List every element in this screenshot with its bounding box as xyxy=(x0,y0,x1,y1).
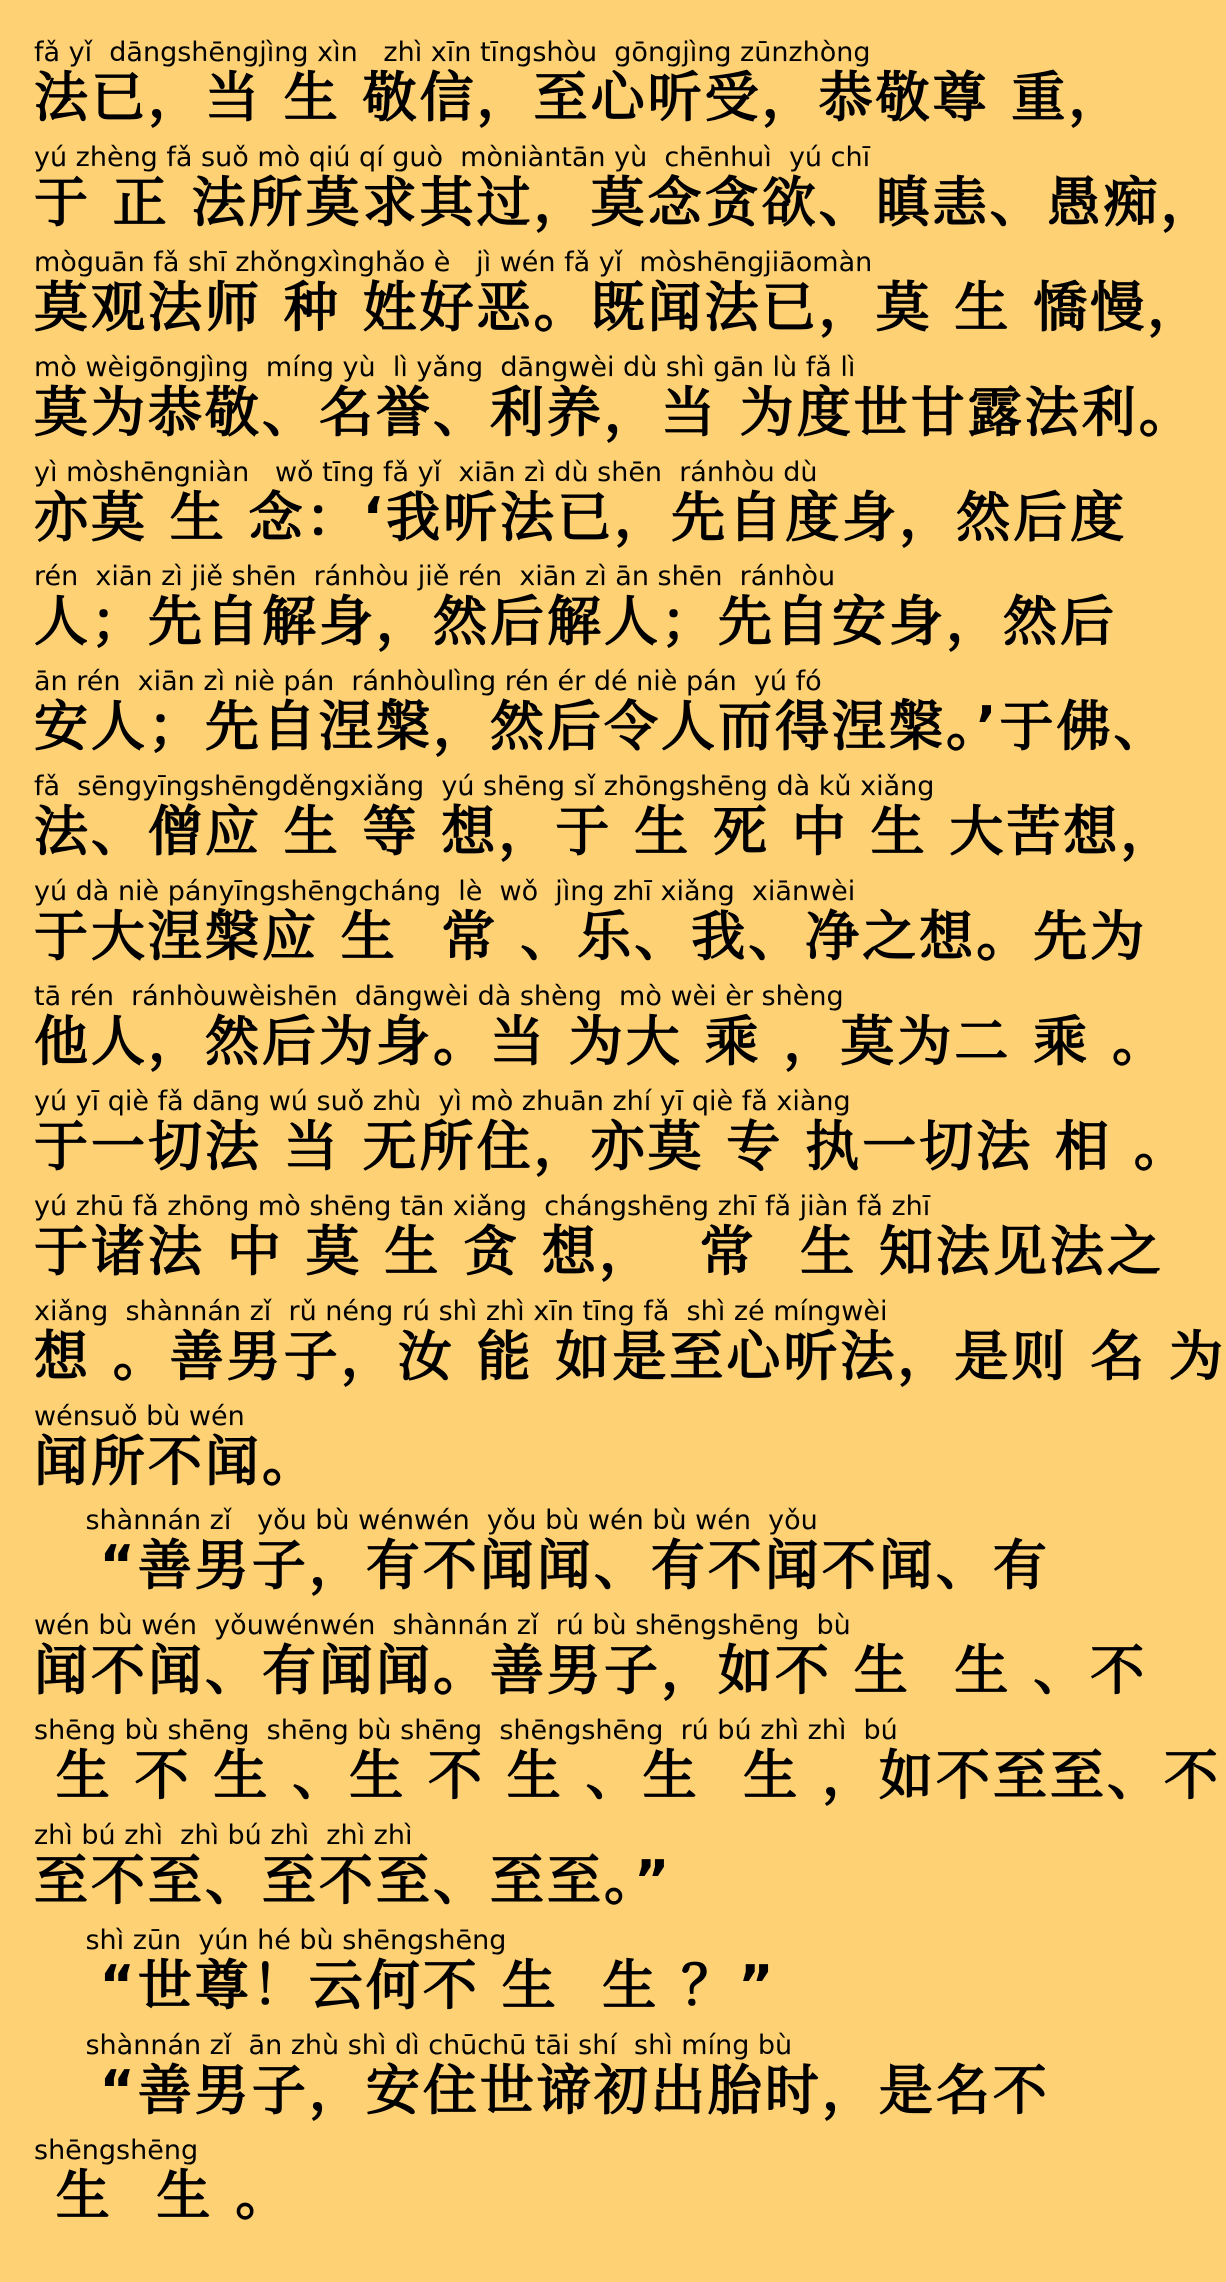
text-line-10 xyxy=(34,972,1169,1077)
hanzi-row: 于诸法 中 莫 生 贪 想， 常 生 知法见法之 xyxy=(34,1219,1164,1283)
text-line-6 xyxy=(34,552,1117,657)
pinyin-row: tā rén ránhòuwèishēn dāngwèi dà shèng mò wèi èr shèng xyxy=(34,981,844,1013)
pinyin-row: yì mòshēngniàn wǒ tīng fǎ yǐ xiān zì dù shēn ránhòu dù xyxy=(34,456,818,488)
hanzi-row: 于大涅槃应 生 常 、乐、我、净之想。先为 xyxy=(34,905,1148,969)
pinyin-row: shì zūn yún hé bù shēngshēng xyxy=(34,1925,507,1957)
pinyin-row: wén bù wén yǒuwénwén shànnán zǐ rú bù shēngshēng bù xyxy=(34,1610,851,1642)
text-line-4 xyxy=(34,343,1196,448)
hanzi-row: 莫为恭敬、名誉、利养，当 为度世甘露法利。 xyxy=(34,380,1196,444)
text-line-8 xyxy=(34,762,1178,867)
hanzi-row: 生 不 生 、生 不 生 、生 生 ，如不至至、不 xyxy=(34,1744,1221,1808)
pinyin-row: shēngshēng xyxy=(34,2134,199,2166)
text-line-20 xyxy=(34,2021,1050,2126)
text-line-2 xyxy=(34,133,1218,238)
hanzi-row: 安人；先自涅槃，然后令人而得涅槃。’于佛、 xyxy=(34,695,1171,759)
text-line-18 xyxy=(34,1811,1046,1916)
hanzi-row: 生 生 。 xyxy=(34,2163,293,2227)
pinyin-row: shànnán zǐ yǒu bù wénwén yǒu bù wén bù wén yǒu xyxy=(34,1505,818,1537)
hanzi-row: 于 正 法所莫求其过，莫念贪欲、瞋恚、愚痴， xyxy=(34,170,1218,234)
pinyin-row: mòguān fǎ shī zhǒngxìnghǎo è jì wén fǎ yǐ mòshēngjiāomàn xyxy=(34,246,873,278)
text-line-21 xyxy=(34,2126,1046,2231)
pinyin-row: shēng bù shēng shēng bù shēng shēngshēng rú bú zhì zhì bú xyxy=(34,1715,898,1747)
text-line-11 xyxy=(34,1077,1191,1182)
text-line-7 xyxy=(34,657,1171,762)
hanzi-row: “善男子，安住世谛初出胎时，是名不 xyxy=(34,2058,1050,2122)
hanzi-row: 闻不闻、有闻闻。善男子，如不 生 生 、不 xyxy=(34,1639,1148,1703)
hanzi-row: 想 。善男子，汝 能 如是至心听法，是则 名 为 xyxy=(34,1324,1226,1388)
text-line-19 xyxy=(34,1916,1046,2021)
pinyin-row: yú zhū fǎ zhōng mò shēng tān xiǎng chángshēng zhī fǎ jiàn fǎ zhī xyxy=(34,1190,931,1222)
hanzi-row: 法已，当 生 敬信，至心听受，恭敬尊 重， xyxy=(34,66,1126,129)
text-line-12 xyxy=(34,1182,1164,1287)
pinyin-row: ān rén xiān zì niè pán ránhòulìng rén ér dé niè pán yú fó xyxy=(34,666,822,698)
hanzi-row: 莫观法师 种 姓好恶。既闻法已，莫 生 憍慢， xyxy=(34,275,1205,339)
text-line-16 xyxy=(34,1601,1148,1706)
pinyin-row: yú dà niè pányīngshēngcháng lè wǒ jìng zhī xiǎng xiānwèi xyxy=(34,876,856,908)
hanzi-row: 亦莫 生 念：‘我听法已，先自度身，然后度 xyxy=(34,485,1128,549)
pinyin-row: fǎ sēngyīngshēngděngxiǎng yú shēng sǐ zhōngshēng dà kǔ xiǎng xyxy=(34,771,935,803)
pinyin-row: yú zhèng fǎ suǒ mò qiú qí guò mòniàntān yù chēnhuì yú chī xyxy=(34,141,871,173)
text-line-17 xyxy=(34,1706,1221,1811)
pinyin-row: rén xiān zì jiě shēn ránhòu jiě rén xiān zì ān shēn ránhòu xyxy=(34,561,836,593)
text-line-9 xyxy=(34,867,1148,972)
hanzi-row: 于一切法 当 无所住，亦莫 专 执一切法 相 。 xyxy=(34,1114,1191,1178)
pinyin-row: zhì bú zhì zhì bú zhì zhì zhì xyxy=(34,1820,413,1852)
hanzi-row: “善男子，有不闻闻、有不闻不闻、有 xyxy=(34,1534,1050,1598)
text-line-13 xyxy=(34,1287,1226,1392)
pinyin-row: wénsuǒ bù wén xyxy=(34,1400,245,1432)
text-line-3 xyxy=(34,238,1205,343)
hanzi-row: 法、僧应 生 等 想，于 生 死 中 生 大苦想， xyxy=(34,800,1178,864)
pinyin-row: fǎ yǐ dāngshēngjìng xìn zhì xīn tīngshòu gōngjìng zūnzhòng xyxy=(34,37,871,68)
pinyin-row: xiǎng shànnán zǐ rǔ néng rú shì zhì xīn tīng fǎ shì zé míngwèi xyxy=(34,1295,888,1327)
hanzi-row: 至不至、至不至、至至。” xyxy=(34,1849,673,1913)
pinyin-row: yú yī qiè fǎ dāng wú suǒ zhù yì mò zhuān zhí yī qiè fǎ xiàng xyxy=(34,1085,851,1117)
pinyin-row: shànnán zǐ ān zhù shì dì chūchū tāi shí shì míng bù xyxy=(34,2029,793,2061)
hanzi-row: 闻所不闻。 xyxy=(34,1429,319,1493)
hanzi-row: 他人，然后为身。当 为大 乘 ，莫为二 乘 。 xyxy=(34,1010,1169,1074)
text-line-1 xyxy=(34,28,1126,133)
text-line-15 xyxy=(34,1496,1050,1601)
text-line-14 xyxy=(34,1392,1046,1497)
hanzi-row: “世尊！云何不 生 生 ？” xyxy=(34,1954,777,2018)
hanzi-row: 人；先自解身，然后解人；先自安身，然后 xyxy=(34,590,1117,654)
pinyin-row: mò wèigōngjìng míng yù lì yǎng dāngwèi dù shì gān lù fǎ lì xyxy=(34,351,856,383)
text-line-5 xyxy=(34,448,1128,553)
